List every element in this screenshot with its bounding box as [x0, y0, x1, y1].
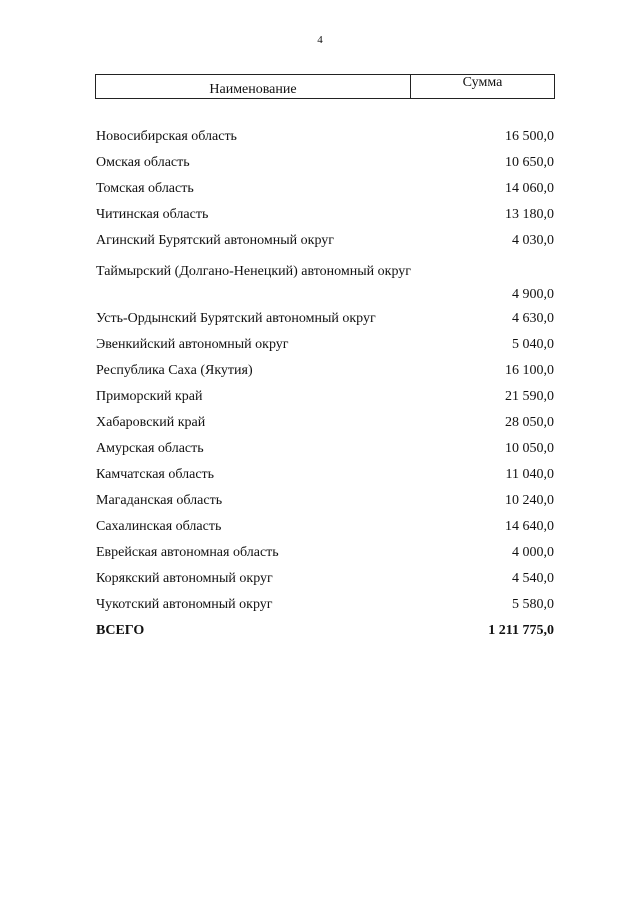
row-amount: 21 590,0 — [505, 389, 554, 404]
table-row — [96, 592, 556, 618]
row-amount: 28 050,0 — [505, 415, 554, 430]
table-row — [96, 124, 556, 150]
row-name: Республика Саха (Якутия) — [96, 363, 253, 378]
row-amount: 10 240,0 — [505, 493, 554, 508]
header-sum-cell: Сумма — [462, 75, 503, 90]
table-row — [96, 436, 556, 462]
row-name: Магаданская область — [96, 493, 223, 508]
row-amount: 4 000,0 — [512, 545, 554, 560]
table-row — [96, 150, 556, 176]
table-row — [96, 384, 556, 410]
total-amount: 1 211 775,0 — [488, 623, 554, 638]
row-amount: 4 900,0 — [512, 287, 554, 302]
row-amount: 10 050,0 — [505, 441, 554, 456]
row-name: Хабаровский край — [96, 415, 206, 430]
row-name: Приморский край — [96, 389, 203, 404]
table-row — [96, 332, 556, 358]
row-amount: 11 040,0 — [505, 467, 554, 482]
row-name: Агинский Бурятский автономный округ — [96, 233, 334, 248]
table-row — [96, 228, 556, 254]
row-amount: 4 540,0 — [512, 571, 554, 586]
table-row — [96, 306, 556, 332]
row-name: Амурская область — [96, 441, 204, 456]
page-number: 4 — [317, 34, 323, 46]
table-body — [96, 124, 556, 644]
row-name: Эвенкийский автономный округ — [96, 337, 289, 352]
row-amount: 14 060,0 — [505, 181, 554, 196]
row-amount: 4 630,0 — [512, 311, 554, 326]
table-row — [96, 462, 556, 488]
row-amount: 5 580,0 — [512, 597, 554, 612]
table-row — [96, 566, 556, 592]
row-name: Корякский автономный округ — [96, 571, 273, 586]
table-row — [96, 202, 556, 228]
row-name: Томская область — [96, 181, 194, 196]
row-amount: 14 640,0 — [505, 519, 554, 534]
row-name: Камчатская область — [96, 467, 215, 482]
table-row — [96, 176, 556, 202]
row-name: Чукотский автономный округ — [96, 597, 273, 612]
total-row — [96, 618, 556, 644]
table-row — [96, 254, 556, 306]
table-row — [96, 488, 556, 514]
row-name: Новосибирская область — [96, 129, 237, 144]
table-row — [96, 540, 556, 566]
table-row — [96, 410, 556, 436]
row-amount: 4 030,0 — [512, 233, 554, 248]
total-label: ВСЕГО — [96, 623, 145, 638]
row-name: Читинская область — [96, 207, 209, 222]
table-row — [96, 514, 556, 540]
row-name: Сахалинская область — [96, 519, 222, 534]
table-header — [95, 74, 555, 99]
row-name: Еврейская автономная область — [96, 545, 279, 560]
row-amount: 16 500,0 — [505, 129, 554, 144]
header-name-cell: Наименование — [96, 75, 411, 98]
table-row — [96, 358, 556, 384]
row-amount: 5 040,0 — [512, 337, 554, 352]
row-amount: 13 180,0 — [505, 207, 554, 222]
row-amount: 10 650,0 — [505, 155, 554, 170]
row-name: Усть-Ордынский Бурятский автономный округ — [96, 311, 376, 326]
row-amount: 16 100,0 — [505, 363, 554, 378]
row-name: Омская область — [96, 155, 190, 170]
row-name: Таймырский (Долгано-Ненецкий) автономный округ — [96, 264, 412, 279]
